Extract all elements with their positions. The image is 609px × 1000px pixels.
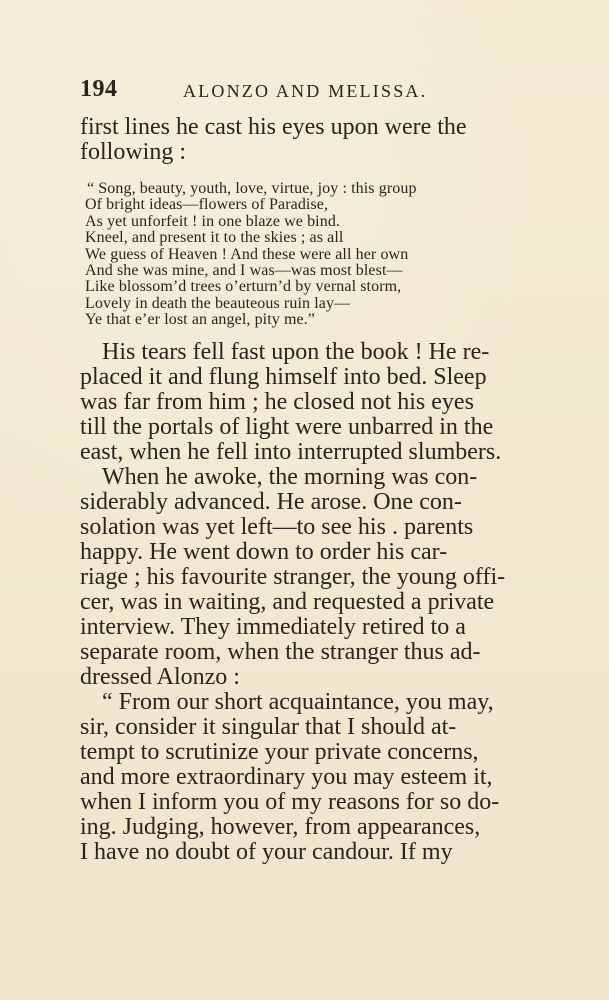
text-line: riage ; his favourite stranger, the young offi- xyxy=(80,564,506,590)
text-line: tempt to scrutinize your private concerns, xyxy=(80,739,479,765)
running-title: ALONZO AND MELISSA. xyxy=(183,81,428,101)
page-number: 194 xyxy=(80,76,118,102)
intro-paragraph xyxy=(80,115,525,165)
text-line: “ From our short acquaintance, you may, xyxy=(102,689,494,715)
text-line: following : xyxy=(80,139,186,165)
text-line: interview. They immediately retired to a xyxy=(80,614,466,640)
poem-line: We guess of Heaven ! And these were all her own xyxy=(85,245,409,263)
text-line: I have no doubt of your candour. If my xyxy=(80,839,453,865)
text-line: east, when he fell into interrupted slumbers. xyxy=(80,439,502,465)
poem-line: As yet unforfeit ! in one blaze we bind. xyxy=(85,212,341,230)
poem-line: “ Song, beauty, youth, love, virtue, joy : this group xyxy=(87,180,417,197)
poem-line: Lovely in death the beauteous ruin lay— xyxy=(85,294,351,312)
text-line: happy. He went down to order his car- xyxy=(80,539,448,565)
text-line: ing. Judging, however, from appearances, xyxy=(80,814,481,840)
text-line: placed it and flung himself into bed. Sleep xyxy=(80,364,487,390)
text-line: when I inform you of my reasons for so do- xyxy=(80,789,500,815)
poem-line: Like blossom’d trees o’erturn’d by vernal storm, xyxy=(85,278,402,296)
text-line: His tears fell fast upon the book ! He re- xyxy=(102,339,490,365)
poem-line: Ye that e’er lost an angel, pity me.” xyxy=(85,311,316,329)
text-line: first lines he cast his eyes upon were the xyxy=(80,114,467,140)
quoted-poem xyxy=(85,181,525,329)
text-line: and more extraordinary you may esteem it, xyxy=(80,764,493,790)
text-line: was far from him ; he closed not his eyes xyxy=(80,389,474,415)
poem-line: Of bright ideas—flowers of Paradise, xyxy=(85,196,329,214)
poem-line: And she was mine, and I was—was most blest— xyxy=(85,262,403,280)
text-line: dressed Alonzo : xyxy=(80,664,240,690)
text-line: siderably advanced. He arose. One con- xyxy=(80,489,462,515)
page-header xyxy=(80,76,525,106)
text-line: cer, was in waiting, and requested a private xyxy=(80,589,495,615)
text-line: solation was yet left—to see his . parents xyxy=(80,514,474,540)
text-line: sir, consider it singular that I should at- xyxy=(80,714,457,740)
text-line: till the portals of light were unbarred in the xyxy=(80,414,494,440)
poem-line: Kneel, and present it to the skies ; as all xyxy=(85,229,344,247)
text-line: separate room, when the stranger thus ad- xyxy=(80,639,481,665)
text-line: When he awoke, the morning was con- xyxy=(102,464,478,490)
main-text xyxy=(80,340,525,865)
